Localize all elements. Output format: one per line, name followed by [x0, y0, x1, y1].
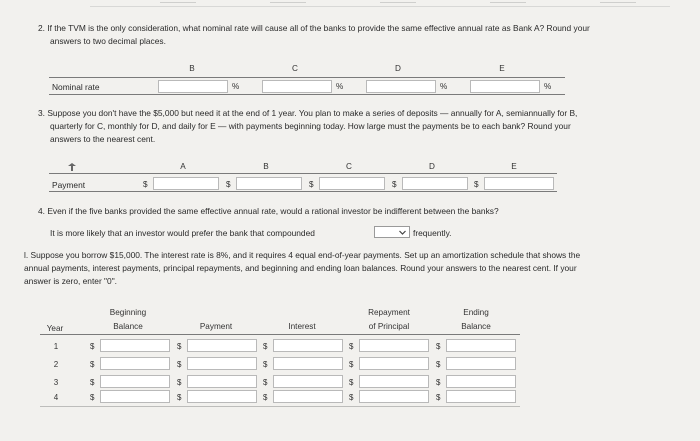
- q2-percent-b: %: [232, 82, 240, 91]
- amort-dollar: $: [436, 360, 441, 369]
- ql-text-line2: annual payments, interest payments, principal repayments, and beginning and ending loan balances. Round your answers to the nearest cent. If your: [24, 263, 577, 273]
- amort-year: 4: [53, 393, 59, 402]
- interest-input-4[interactable]: [273, 390, 343, 403]
- amort-header-payment: Payment: [199, 322, 233, 331]
- q3-payment-b-input[interactable]: [236, 177, 302, 190]
- amort-dollar: $: [263, 342, 268, 351]
- q3-dollar-c: $: [309, 180, 314, 189]
- q3-dollar-d: $: [392, 180, 397, 189]
- amort-dollar: $: [177, 378, 182, 387]
- q2-number: 2.: [38, 23, 45, 33]
- q2-text: [38, 22, 698, 48]
- amort-dollar: $: [177, 360, 182, 369]
- q2-row-top-rule: [49, 77, 565, 78]
- amort-header-repayment-1: Repayment: [368, 308, 410, 317]
- q4-sentence-before: It is more likely that an investor would prefer the bank that compounded: [50, 228, 315, 238]
- ql-text: [24, 249, 694, 288]
- amort-year: 3: [53, 378, 59, 387]
- q3-sort-arrow-icon: [67, 162, 77, 172]
- q3-payment-e-input[interactable]: [484, 177, 554, 190]
- amort-dollar: $: [90, 378, 95, 387]
- amort-header-rule: [40, 334, 520, 335]
- q2-col-e: E: [499, 64, 505, 73]
- amort-header-year: Year: [46, 324, 64, 333]
- q2-nominal-rate-b-input[interactable]: [158, 80, 228, 93]
- amort-dollar: $: [436, 378, 441, 387]
- amort-dollar: $: [90, 342, 95, 351]
- amort-dollar: $: [263, 393, 268, 402]
- amort-dollar: $: [177, 342, 182, 351]
- q2-text-line2: answers to two decimal places.: [50, 36, 166, 46]
- principal-repayment-input-3[interactable]: [359, 375, 429, 388]
- q2-row-label: Nominal rate: [52, 82, 100, 92]
- q2-nominal-rate-c-input[interactable]: [262, 80, 332, 93]
- amort-header-interest: Interest: [288, 322, 316, 331]
- section-top-segments: [160, 2, 660, 5]
- q3-payment-a-input[interactable]: [153, 177, 219, 190]
- beginning-balance-input-4[interactable]: [100, 390, 170, 403]
- amort-header-ending-2: Balance: [461, 322, 491, 331]
- q3-col-e: E: [511, 162, 517, 171]
- principal-repayment-input-1[interactable]: [359, 339, 429, 352]
- q3-row-bottom-rule: [49, 191, 557, 192]
- amort-year: 2: [53, 360, 59, 369]
- q2-percent-e: %: [544, 82, 552, 91]
- q3-col-b: B: [263, 162, 269, 171]
- q3-col-d: D: [429, 162, 435, 171]
- payment-input-4[interactable]: [187, 390, 257, 403]
- ql-text-line3: answer is zero, enter "0".: [24, 276, 117, 286]
- q4-text: [38, 206, 499, 216]
- amort-header-repayment-2: of Principal: [368, 322, 410, 331]
- q4-compounding-dropdown[interactable]: [374, 226, 410, 238]
- beginning-balance-input-1[interactable]: [100, 339, 170, 352]
- chevron-down-icon: [398, 228, 407, 237]
- amort-dollar: $: [90, 393, 95, 402]
- q3-dollar-b: $: [226, 180, 231, 189]
- amort-dollar: $: [263, 360, 268, 369]
- amort-dollar: $: [436, 342, 441, 351]
- payment-input-3[interactable]: [187, 375, 257, 388]
- ending-balance-input-3[interactable]: [446, 375, 516, 388]
- amort-dollar: $: [349, 360, 354, 369]
- ending-balance-input-1[interactable]: [446, 339, 516, 352]
- q2-col-c: C: [292, 64, 298, 73]
- principal-repayment-input-4[interactable]: [359, 390, 429, 403]
- interest-input-1[interactable]: [273, 339, 343, 352]
- interest-input-2[interactable]: [273, 357, 343, 370]
- ending-balance-input-2[interactable]: [446, 357, 516, 370]
- amort-dollar: $: [349, 378, 354, 387]
- amort-dollar: $: [349, 393, 354, 402]
- q3-payment-c-input[interactable]: [319, 177, 385, 190]
- ending-balance-input-4[interactable]: [446, 390, 516, 403]
- payment-input-2[interactable]: [187, 357, 257, 370]
- q2-percent-c: %: [336, 82, 344, 91]
- q3-text: [38, 107, 698, 146]
- q3-row-top-rule: [49, 173, 557, 174]
- q2-col-d: D: [395, 64, 401, 73]
- q2-nominal-rate-d-input[interactable]: [366, 80, 436, 93]
- q2-percent-d: %: [440, 82, 448, 91]
- amort-dollar: $: [436, 393, 441, 402]
- q4-sentence-after: frequently.: [413, 228, 452, 238]
- payment-input-1[interactable]: [187, 339, 257, 352]
- q3-dollar-a: $: [143, 180, 148, 189]
- q3-number: 3.: [38, 108, 45, 118]
- q2-row-bottom-rule: [49, 94, 565, 95]
- amort-header-beginning-2: Balance: [113, 322, 143, 331]
- interest-input-3[interactable]: [273, 375, 343, 388]
- q4-number: 4.: [38, 206, 45, 216]
- q3-dollar-e: $: [474, 180, 479, 189]
- q3-text-line3: answers to the nearest cent.: [50, 134, 156, 144]
- principal-repayment-input-2[interactable]: [359, 357, 429, 370]
- ql-number: l.: [24, 250, 29, 260]
- q3-text-line2: quarterly for C, monthly for D, and daily for E — with payments beginning today. How large must the payments be to each bank? Round your: [50, 121, 571, 131]
- amort-dollar: $: [177, 393, 182, 402]
- amort-dollar: $: [263, 378, 268, 387]
- q3-text-line1: Suppose you don't have the $5,000 but need it at the end of 1 year. You plan to make a series of deposits — annually for A, semiannually for B,: [47, 108, 578, 118]
- q3-col-a: A: [180, 162, 186, 171]
- q2-text-line1: If the TVM is the only consideration, what nominal rate will cause all of the banks to provide the same effective annual rate as Bank A? Round your: [47, 23, 590, 33]
- q2-nominal-rate-e-input[interactable]: [470, 80, 540, 93]
- section-top-rule: [90, 6, 670, 7]
- q4-question: Even if the five banks provided the same effective annual rate, would a rational investor be indifferent between the banks?: [47, 206, 499, 216]
- beginning-balance-input-2[interactable]: [100, 357, 170, 370]
- amort-header-beginning-1: Beginning: [109, 308, 147, 317]
- amort-header-ending-1: Ending: [463, 308, 489, 317]
- amort-bottom-rule: [40, 406, 520, 407]
- beginning-balance-input-3[interactable]: [100, 375, 170, 388]
- amort-dollar: $: [349, 342, 354, 351]
- q3-row-label: Payment: [52, 180, 86, 190]
- amort-dollar: $: [90, 360, 95, 369]
- q2-col-b: B: [189, 64, 195, 73]
- ql-text-line1: Suppose you borrow $15,000. The interest rate is 8%, and it requires 4 equal end-of-year payments. Set up an amortization schedule that shows the: [30, 250, 581, 260]
- amort-year: 1: [53, 342, 59, 351]
- q3-col-c: C: [346, 162, 352, 171]
- q3-payment-d-input[interactable]: [402, 177, 468, 190]
